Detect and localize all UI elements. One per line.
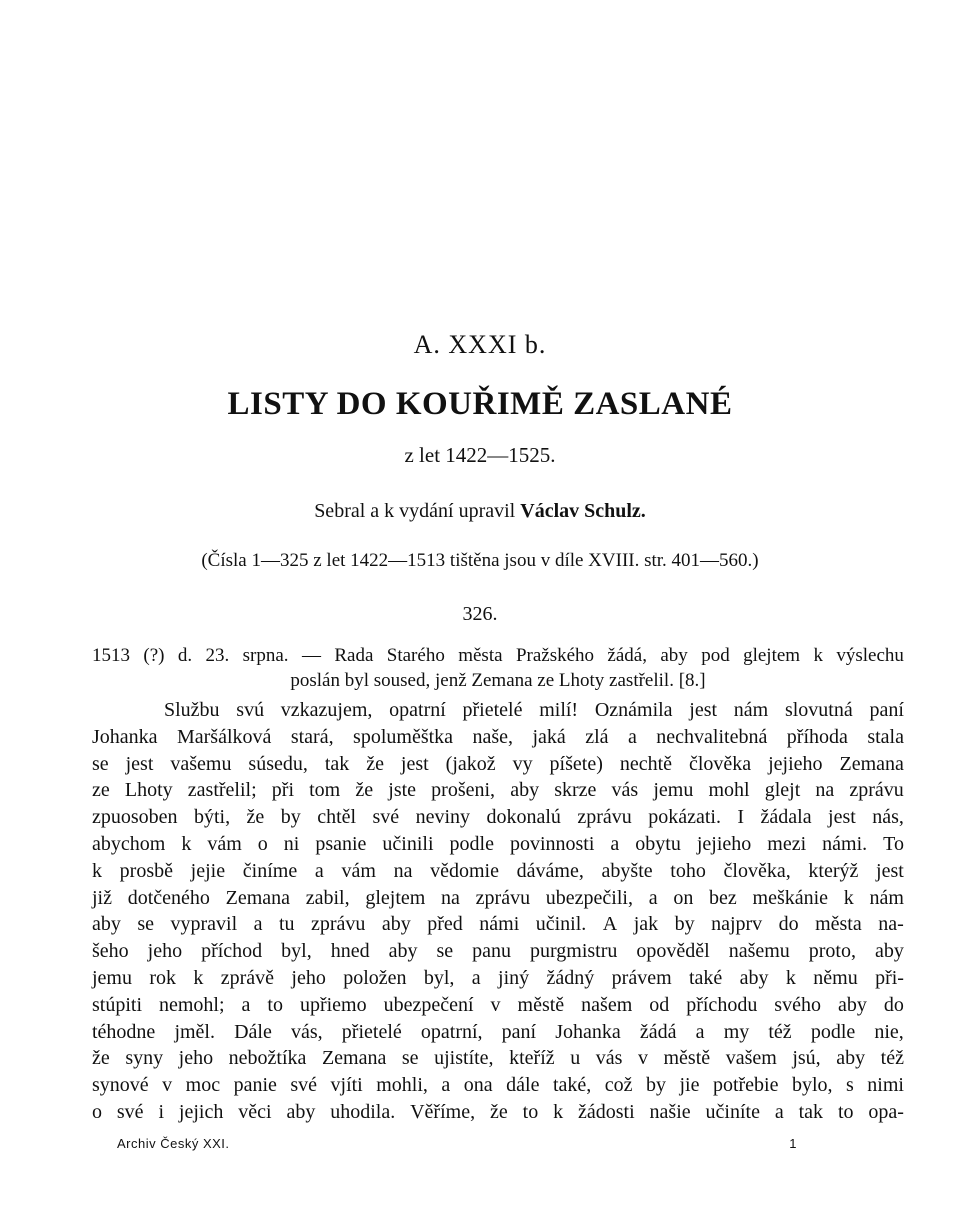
body-word: nimi (867, 1074, 904, 1097)
body-word: zlá (585, 725, 609, 748)
body-word: byl, (423, 966, 455, 989)
body-word: v (162, 1074, 173, 1097)
footer-source: Archiv Český XXI. (117, 1136, 230, 1151)
body-word: aby (510, 779, 540, 802)
body-word: mohl (708, 779, 750, 802)
body-word: na- (878, 913, 904, 936)
body-word: dokonalú (486, 806, 561, 829)
body-word: vašemu (170, 752, 232, 775)
body-word: a (241, 993, 251, 1016)
body-word: též (880, 1047, 904, 1070)
body-word: na (393, 859, 413, 882)
body-word: (jakož (445, 752, 496, 775)
body-word: bylo, (791, 1074, 833, 1097)
body-word: povinnosti (509, 832, 595, 855)
body-word: jměl. (174, 1020, 215, 1043)
body-word: se (137, 913, 155, 936)
body-word: neviny (415, 806, 471, 829)
body-word: na (441, 886, 460, 909)
body-word: obytu (635, 832, 681, 855)
body-word: paní (869, 699, 904, 721)
body-word: o (257, 832, 268, 855)
body-word: svého (774, 993, 821, 1016)
body-word: činíme (242, 859, 298, 882)
body-word: učinil. (535, 913, 587, 936)
regest-word: Starého (386, 645, 445, 666)
body-line (92, 831, 904, 858)
body-word: jie (679, 1074, 700, 1097)
body-word: žádala (760, 806, 812, 829)
body-word: a (648, 886, 658, 909)
body-word: opověděl (636, 940, 710, 963)
regest-word: Pražského (515, 645, 595, 666)
body-word: abyšte (601, 859, 653, 882)
body-word: přietelé (341, 1020, 402, 1043)
body-word: bez (709, 886, 737, 909)
body-word: ze (92, 779, 110, 802)
body-word: jaká (532, 725, 566, 748)
body-word: také, (552, 1074, 592, 1097)
body-word: jest (689, 699, 718, 721)
body-word: což (604, 1074, 633, 1097)
body-word: při (271, 779, 294, 802)
body-word: městě (517, 993, 565, 1016)
body-word: panie (233, 1074, 277, 1097)
body-word: u (570, 1047, 581, 1070)
body-word: že (366, 752, 384, 775)
body-word: my (723, 1020, 750, 1043)
body-word: hned (330, 940, 370, 963)
body-word: jeho (147, 940, 183, 963)
body-word: a (627, 725, 637, 748)
editor-name: Václav Schulz. (520, 500, 646, 522)
body-word: potřebie (712, 1074, 779, 1097)
regest-word: Rada (334, 645, 374, 666)
body-word: nás, (872, 806, 904, 829)
regest-word: (?) (143, 645, 165, 666)
body-word: kterýž (808, 859, 859, 882)
body-word: do (883, 993, 904, 1016)
body-word: a (610, 832, 620, 855)
body-word: též (768, 1020, 792, 1043)
body-word: by (645, 1074, 666, 1097)
body-word: Službu (164, 699, 220, 721)
body-word: vzkazujem, (280, 699, 373, 721)
regest-word: výslechu (836, 645, 904, 666)
body-word: učiníte (705, 1100, 760, 1123)
body-word: zprávu (577, 806, 632, 829)
body-word: od (649, 993, 670, 1016)
body-word: také (689, 966, 723, 989)
body-word: tak (798, 1100, 824, 1123)
body-word: by (280, 806, 301, 829)
body-word: aby (381, 913, 411, 936)
body-word: našemu (728, 940, 790, 963)
body-word: jste (388, 779, 417, 802)
body-word: před (427, 913, 463, 936)
body-word: vás, (291, 1020, 323, 1043)
body-word: nám (733, 699, 769, 721)
body-line (92, 777, 904, 804)
body-word: města (815, 913, 862, 936)
body-word: naše, (472, 725, 514, 748)
body-word: a (774, 1100, 784, 1123)
regest-word: aby (660, 645, 688, 666)
body-word: byl, (281, 940, 312, 963)
body-word: že (489, 1100, 508, 1123)
body-word: jest (876, 859, 904, 882)
body-word: vy (512, 752, 533, 775)
body-word: nie, (874, 1020, 904, 1043)
body-line (92, 1019, 904, 1046)
body-line (92, 804, 904, 831)
body-word: téhodne (92, 1020, 156, 1043)
body-word: slovutná (784, 699, 853, 721)
body-line (92, 1072, 904, 1099)
body-word: paní (501, 1020, 537, 1043)
body-word: uhodila. (330, 1100, 396, 1123)
regest-word: 23. (205, 645, 230, 666)
body-word: Věříme, (410, 1100, 476, 1123)
body-word: příchod (201, 940, 263, 963)
body-word: proto, (808, 940, 856, 963)
body-word: nechvalitebná (656, 725, 768, 748)
body-word: položen (343, 966, 407, 989)
body-word: vypravil (170, 913, 238, 936)
body-word: němu (813, 966, 858, 989)
body-word: učinili (382, 832, 434, 855)
body-word: své (372, 806, 400, 829)
body-word: skrze (554, 779, 597, 802)
body-word: nemohl; (159, 993, 225, 1016)
body-word: glejt (764, 779, 801, 802)
body-word: a (471, 966, 481, 989)
body-word: že (355, 779, 374, 802)
body-word: I (737, 806, 745, 829)
body-line (92, 965, 904, 992)
body-word: dále (506, 1074, 540, 1097)
body-word: Johanka (92, 725, 158, 748)
body-word: jejie (190, 859, 226, 882)
body-word: vědomie (430, 859, 499, 882)
body-word: Zemana (839, 752, 904, 775)
body-word: jest (828, 806, 856, 829)
body-word: městě (663, 1047, 711, 1070)
body-word: žádosti (577, 1100, 635, 1123)
body-word: k (553, 1100, 564, 1123)
body-word: Oznámila (594, 699, 673, 721)
body-word: své (290, 1074, 318, 1097)
body-word: vás (611, 779, 639, 802)
body-word: píšete) (549, 752, 603, 775)
body-word: a (695, 1020, 705, 1043)
body-word: opatrní (389, 699, 446, 721)
body-word: ubezpečení (383, 993, 474, 1016)
body-word: na (815, 779, 835, 802)
body-word: jemu (653, 779, 694, 802)
edition-note: (Čísla 1—325 z let 1422—1513 tištěna jsou v díle XVIII. str. 401—560.) (201, 550, 759, 571)
document-regest (92, 643, 904, 693)
body-line (92, 724, 904, 751)
body-word: do (778, 913, 799, 936)
body-word: jsú, (792, 1047, 821, 1070)
body-word: aby (388, 940, 418, 963)
body-word: aby (836, 1047, 866, 1070)
body-word: s (846, 1074, 854, 1097)
body-word: jejieho (696, 832, 752, 855)
document-number: 326. (462, 603, 498, 625)
body-line (92, 858, 904, 885)
body-word: žádný (546, 966, 595, 989)
body-word: se (92, 752, 109, 775)
body-word: že (246, 806, 265, 829)
page-footer (117, 1136, 797, 1151)
body-word: spoluměštka (353, 725, 454, 748)
body-word: synové (92, 1074, 149, 1097)
body-word: upřiemo (299, 993, 367, 1016)
body-word: stala (867, 725, 904, 748)
body-word: jemu (92, 966, 132, 989)
body-word: To (883, 832, 904, 855)
body-word: v (637, 1047, 648, 1070)
body-word: syny (125, 1047, 164, 1070)
body-word: Johanka (555, 1020, 621, 1043)
body-line (92, 751, 904, 778)
body-word: zastřelil; (187, 779, 257, 802)
body-word: Zemana (321, 1047, 387, 1070)
body-word: nechtě (619, 752, 672, 775)
body-word: zpuosoben (92, 806, 178, 829)
body-word: abychom (92, 832, 166, 855)
body-word: v (490, 993, 501, 1016)
body-word: podle (810, 1020, 856, 1043)
body-word: a (441, 1074, 451, 1097)
body-word: ona (463, 1074, 493, 1097)
body-word: tu (278, 913, 295, 936)
body-word: to (522, 1100, 539, 1123)
body-word: se (436, 940, 454, 963)
body-word: žádá (639, 1020, 677, 1043)
regest-line (92, 643, 904, 668)
body-word: psanie (315, 832, 367, 855)
body-word: dáváme, (516, 859, 584, 882)
body-word: námi (479, 913, 520, 936)
body-word: jeho (178, 1047, 214, 1070)
body-word: svú (236, 699, 265, 721)
body-word: šeho (92, 940, 129, 963)
body-word: mezi (767, 832, 807, 855)
body-word: zabil, (305, 886, 350, 909)
body-word: A (602, 913, 618, 936)
body-word: o (92, 1100, 102, 1123)
body-word: se (401, 1047, 419, 1070)
body-word: aby (92, 913, 121, 936)
body-word: on (673, 886, 694, 909)
body-word: jak (633, 913, 659, 936)
body-word: mohli, (376, 1074, 428, 1097)
body-word: jejieho (768, 752, 823, 775)
body-word: našie (649, 1100, 691, 1123)
body-word: kteříž (509, 1047, 555, 1070)
body-word: zprávu (475, 886, 531, 909)
body-word: prosbě (119, 859, 173, 882)
body-word: pokázati. (648, 806, 721, 829)
body-word: přietelé (462, 699, 523, 721)
body-word: vás (595, 1047, 623, 1070)
body-word: to (837, 1100, 854, 1123)
body-word: jejich (178, 1100, 224, 1123)
body-word: Lhoty (124, 779, 173, 802)
body-word: vjíti (330, 1074, 363, 1097)
footer-sheet-number: 1 (789, 1136, 797, 1151)
body-line (92, 911, 904, 938)
body-word: našem (581, 993, 633, 1016)
body-word: toho (670, 859, 706, 882)
body-word: že (92, 1047, 110, 1070)
body-line (92, 992, 904, 1019)
body-line (92, 1045, 904, 1072)
body-word: nebožtíka (228, 1047, 307, 1070)
body-word: opa- (868, 1100, 904, 1123)
regest-word: srpna. (242, 645, 289, 666)
body-line (92, 938, 904, 965)
regest-word: 1513 (92, 645, 130, 666)
body-word: jiný (498, 966, 530, 989)
body-line (92, 1099, 904, 1126)
body-word: a (314, 859, 324, 882)
regest-word: pod (701, 645, 730, 666)
body-word: moc (185, 1074, 221, 1097)
body-word: právem (611, 966, 672, 989)
body-word: najprv (711, 913, 763, 936)
regest-line: poslán byl soused, jenž Zemana ze Lhoty zastřelil. [8.] (290, 670, 706, 691)
body-word: to (267, 993, 283, 1016)
body-word: člověka (688, 752, 752, 775)
body-word: chtěl (317, 806, 357, 829)
body-word: súsedu, (248, 752, 308, 775)
body-word: tak (324, 752, 350, 775)
body-word: a (253, 913, 263, 936)
year-range: z let 1422—1525. (404, 443, 556, 467)
body-word: zprávu (311, 913, 366, 936)
regest-word: d. (177, 645, 193, 666)
regest-word: k (813, 645, 823, 666)
body-word: prošeni, (431, 779, 496, 802)
editor-credit (0, 500, 960, 523)
body-word: opatrní, (420, 1020, 483, 1043)
body-word: vám (341, 859, 376, 882)
body-word: milí! (539, 699, 579, 721)
body-word: námi. (822, 832, 868, 855)
body-word: nám (869, 886, 904, 909)
letter-body (92, 697, 904, 1126)
body-word: člověka, (723, 859, 791, 882)
body-word: Zemana (225, 886, 291, 909)
body-word: při- (875, 966, 904, 989)
body-word: podle (449, 832, 494, 855)
body-word: již (92, 886, 112, 909)
body-word: dotčeného (127, 886, 210, 909)
body-word: stará, (290, 725, 334, 748)
body-word: k (785, 966, 796, 989)
editor-prefix: Sebral a k vydání upravil (314, 500, 516, 522)
body-word: i (158, 1100, 165, 1123)
body-word: Maršálková (176, 725, 272, 748)
body-word: aby (837, 993, 867, 1016)
body-word: jeho (291, 966, 326, 989)
body-word: věci (238, 1100, 272, 1123)
body-line (92, 885, 904, 912)
body-word: k (92, 859, 102, 882)
body-word: příhoda (786, 725, 848, 748)
body-word: by (674, 913, 695, 936)
body-word: Dále (234, 1020, 272, 1043)
regest-word: žádá, (607, 645, 647, 666)
body-word: tom (309, 779, 341, 802)
page-title: LISTY DO KOUŘIMĚ ZASLANÉ (227, 386, 733, 422)
regest-word: města (458, 645, 503, 666)
body-word: příchodu (686, 993, 758, 1016)
body-word: ubezpečili, (545, 886, 633, 909)
body-word: glejtem (365, 886, 426, 909)
body-word: k (193, 966, 204, 989)
body-word: vám (207, 832, 242, 855)
body-word: býti, (193, 806, 231, 829)
section-label: A. XXXI b. (413, 330, 547, 359)
regest-word: glejtem (743, 645, 801, 666)
body-word: stúpiti (92, 993, 143, 1016)
body-word: aby (739, 966, 769, 989)
body-line (92, 697, 904, 724)
body-word: své (116, 1100, 144, 1123)
body-word: ujistíte, (434, 1047, 494, 1070)
body-word: ni (283, 832, 300, 855)
body-word: jest (400, 752, 429, 775)
body-word: zprávě (220, 966, 275, 989)
body-word: aby (874, 940, 904, 963)
body-word: jest (125, 752, 154, 775)
body-word: zprávu (849, 779, 904, 802)
body-word: aby (286, 1100, 316, 1123)
regest-word: — (301, 645, 321, 666)
body-word: purgmistru (529, 940, 618, 963)
body-word: meškánie (752, 886, 829, 909)
body-word: k (181, 832, 192, 855)
body-word: vašem (725, 1047, 777, 1070)
body-word: rok (149, 966, 177, 989)
body-word: k (843, 886, 854, 909)
body-word: panu (472, 940, 511, 963)
